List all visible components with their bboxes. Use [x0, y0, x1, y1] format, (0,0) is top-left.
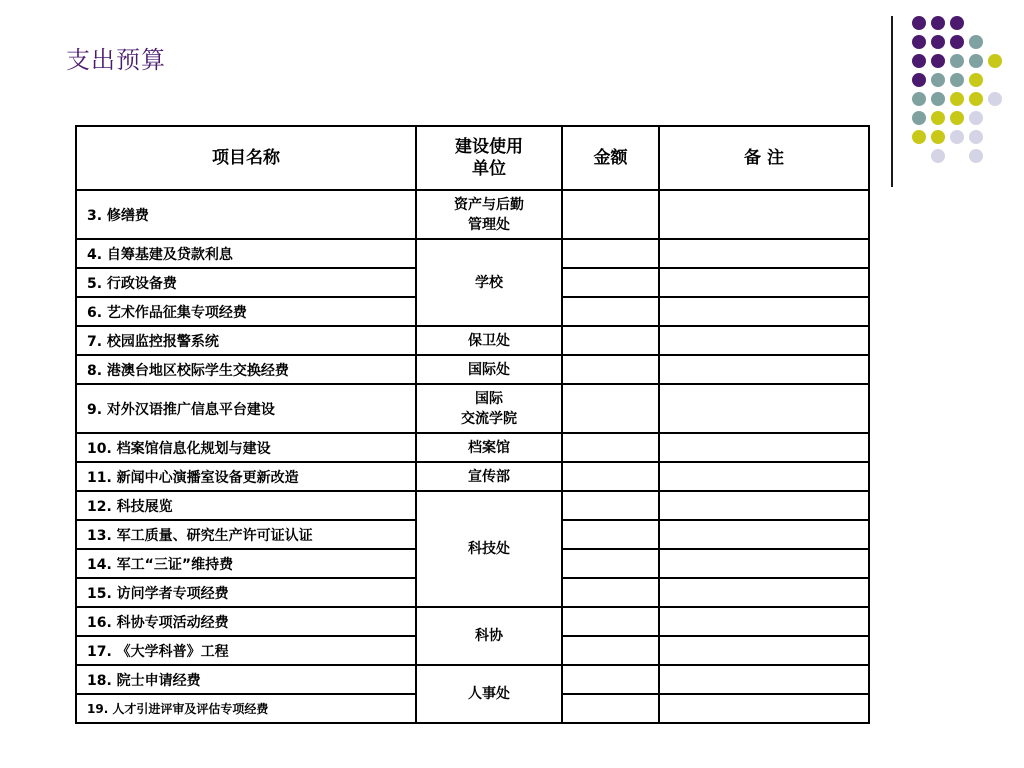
decorative-dot	[950, 73, 964, 87]
decorative-dot	[912, 16, 926, 30]
decorative-dot	[931, 92, 945, 106]
column-header-amount: 金额	[562, 126, 659, 190]
amount-cell	[562, 520, 659, 549]
item-name-cell: 13. 军工质量、研究生产许可证认证	[76, 520, 416, 549]
unit-cell	[416, 190, 562, 239]
unit-cell	[416, 384, 562, 433]
unit-cell: 科技处	[416, 491, 562, 607]
table-row	[76, 239, 869, 268]
remark-cell	[659, 326, 869, 355]
decorative-dot	[950, 92, 964, 106]
budget-table	[75, 125, 870, 724]
decorative-dot	[931, 54, 945, 68]
table-row	[76, 491, 869, 520]
decorative-dot	[988, 54, 1002, 68]
remark-cell	[659, 239, 869, 268]
amount-cell	[562, 384, 659, 433]
decorative-dot	[931, 73, 945, 87]
remark-cell	[659, 665, 869, 694]
item-name-cell: 3. 修缮费	[76, 190, 416, 239]
unit-cell: 档案馆	[416, 433, 562, 462]
remark-cell	[659, 491, 869, 520]
item-name-cell: 19. 人才引进评审及评估专项经费	[76, 694, 416, 723]
table-row	[76, 462, 869, 491]
amount-cell	[562, 665, 659, 694]
unit-line: 资产与后勤	[454, 196, 524, 213]
decorative-dot	[988, 92, 1002, 106]
item-name-cell: 11. 新闻中心演播室设备更新改造	[76, 462, 416, 491]
item-name-cell: 10. 档案馆信息化规划与建设	[76, 433, 416, 462]
unit-cell: 人事处	[416, 665, 562, 723]
unit-cell: 科协	[416, 607, 562, 665]
decorative-dot	[969, 35, 983, 49]
remark-cell	[659, 462, 869, 491]
amount-cell	[562, 190, 659, 239]
column-header-unit	[416, 126, 562, 190]
remark-cell	[659, 607, 869, 636]
column-header-unit-line2: 单位	[472, 159, 506, 179]
item-name-cell: 5. 行政设备费	[76, 268, 416, 297]
decorative-dot	[950, 111, 964, 125]
decorative-dot	[931, 35, 945, 49]
decorative-dot	[931, 16, 945, 30]
item-name-cell: 7. 校园监控报警系统	[76, 326, 416, 355]
amount-cell	[562, 636, 659, 665]
decorative-dot	[912, 54, 926, 68]
amount-cell	[562, 268, 659, 297]
decorative-dot	[950, 130, 964, 144]
decorative-dot	[950, 54, 964, 68]
amount-cell	[562, 607, 659, 636]
remark-cell	[659, 384, 869, 433]
decorative-dot	[950, 35, 964, 49]
amount-cell	[562, 239, 659, 268]
decorative-dot	[969, 73, 983, 87]
amount-cell	[562, 549, 659, 578]
unit-cell: 保卫处	[416, 326, 562, 355]
decorative-dot	[969, 54, 983, 68]
amount-cell	[562, 297, 659, 326]
amount-cell	[562, 462, 659, 491]
decorative-dot	[912, 111, 926, 125]
unit-line: 交流学院	[461, 410, 517, 427]
table-row	[76, 355, 869, 384]
amount-cell	[562, 578, 659, 607]
item-name-cell: 16. 科协专项活动经费	[76, 607, 416, 636]
decorative-dot	[969, 92, 983, 106]
decorative-dot	[969, 111, 983, 125]
table-row	[76, 190, 869, 239]
remark-cell	[659, 520, 869, 549]
item-name-cell: 18. 院士申请经费	[76, 665, 416, 694]
unit-line: 国际	[475, 390, 503, 407]
unit-line: 管理处	[468, 216, 510, 233]
amount-cell	[562, 433, 659, 462]
unit-cell: 学校	[416, 239, 562, 326]
remark-cell	[659, 190, 869, 239]
remark-cell	[659, 578, 869, 607]
remark-cell	[659, 433, 869, 462]
decorative-dot	[969, 149, 983, 163]
decorative-dot	[912, 92, 926, 106]
decorative-dot	[931, 149, 945, 163]
unit-cell: 国际处	[416, 355, 562, 384]
slide-title: 支出预算	[66, 46, 166, 74]
decorative-dot	[969, 130, 983, 144]
decorative-dot	[912, 73, 926, 87]
decorative-dot	[912, 130, 926, 144]
decorative-dot	[950, 16, 964, 30]
column-header-item-name: 项目名称	[76, 126, 416, 190]
amount-cell	[562, 355, 659, 384]
item-name-cell: 4. 自筹基建及贷款利息	[76, 239, 416, 268]
decorative-dot	[931, 130, 945, 144]
remark-cell	[659, 549, 869, 578]
table-row	[76, 433, 869, 462]
remark-cell	[659, 297, 869, 326]
remark-cell	[659, 355, 869, 384]
item-name-cell: 6. 艺术作品征集专项经费	[76, 297, 416, 326]
item-name-cell: 14. 军工“三证”维持费	[76, 549, 416, 578]
item-name-cell: 15. 访问学者专项经费	[76, 578, 416, 607]
item-name-cell: 17. 《大学科普》工程	[76, 636, 416, 665]
remark-cell	[659, 694, 869, 723]
remark-cell	[659, 268, 869, 297]
column-header-remark: 备 注	[659, 126, 869, 190]
table-row	[76, 384, 869, 433]
item-name-cell: 8. 港澳台地区校际学生交换经费	[76, 355, 416, 384]
item-name-cell: 12. 科技展览	[76, 491, 416, 520]
remark-cell	[659, 636, 869, 665]
amount-cell	[562, 491, 659, 520]
table-row	[76, 665, 869, 694]
unit-cell: 宣传部	[416, 462, 562, 491]
item-name-cell: 9. 对外汉语推广信息平台建设	[76, 384, 416, 433]
table-row	[76, 607, 869, 636]
amount-cell	[562, 694, 659, 723]
column-header-unit-line1: 建设使用	[455, 137, 523, 157]
decorative-dot	[931, 111, 945, 125]
decorative-dot	[912, 35, 926, 49]
title-divider-line	[891, 16, 893, 187]
amount-cell	[562, 326, 659, 355]
table-header-row	[76, 126, 869, 190]
table-row	[76, 326, 869, 355]
